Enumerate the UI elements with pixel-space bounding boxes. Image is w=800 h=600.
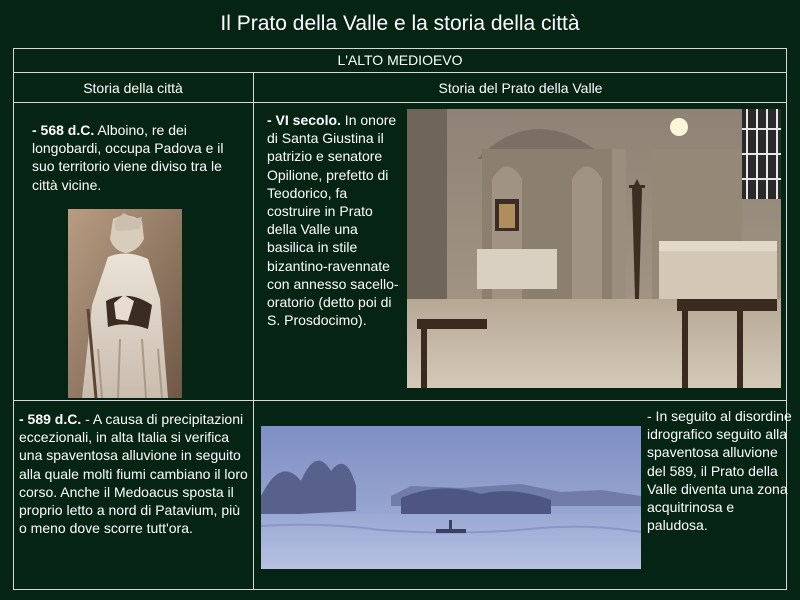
table-border-top <box>13 48 787 49</box>
period-header: L'ALTO MEDIOEVO <box>337 52 463 68</box>
column-divider <box>253 72 254 590</box>
row-divider <box>13 72 787 73</box>
entry-vi-text: In onore di Santa Giustina il patrizio e senatore Opilione, prefetto di Teodorico, fa costruire in Prato della Valle una basilica in stile bizantino-ravennate con annesso sacello-oratorio (detto poi di S. Prosdocimo). <box>267 112 399 329</box>
flood-landscape-image <box>261 426 641 569</box>
entry-589-text: - A causa di precipitazioni eccezionali, in alta Italia si verifica una spaventosa alluvione in seguito alla quale molti fiumi cambiano il loro corso. Anche il Medoacus sposta il proprio letto a nord di Patavium, più o meno dove scorre tutt'ora. <box>19 411 248 537</box>
table-border-left <box>13 48 14 590</box>
entry-568-date: - 568 d.C. <box>32 122 95 138</box>
entry-568 <box>32 121 247 194</box>
alboino-statue-image <box>68 209 182 398</box>
entry-589-date: - 589 d.C. <box>19 411 82 427</box>
entry-568-text: Alboino, re dei longobardi, occupa Padova e il suo territorio viene diviso tra le città vicine. <box>32 122 224 193</box>
sacello-interior-image <box>407 109 781 388</box>
column-header-city: Storia della città <box>83 80 183 96</box>
row-divider <box>13 400 787 401</box>
entry-vi-secolo <box>267 111 403 329</box>
slide-title: Il Prato della Valle e la storia della città <box>220 12 580 35</box>
entry-after-589-text: - In seguito al disordine idrografico seguito alla spaventosa alluvione del 589, il Prato della Valle diventa una zona acquitrinosa e paludosa. <box>647 408 792 534</box>
entry-589 <box>19 410 251 537</box>
entry-vi-date: - VI secolo. <box>267 112 341 128</box>
table-border-bottom <box>13 589 787 590</box>
row-divider <box>13 102 787 103</box>
column-header-prato: Storia del Prato della Valle <box>438 80 603 96</box>
entry-after-589 <box>647 407 793 534</box>
